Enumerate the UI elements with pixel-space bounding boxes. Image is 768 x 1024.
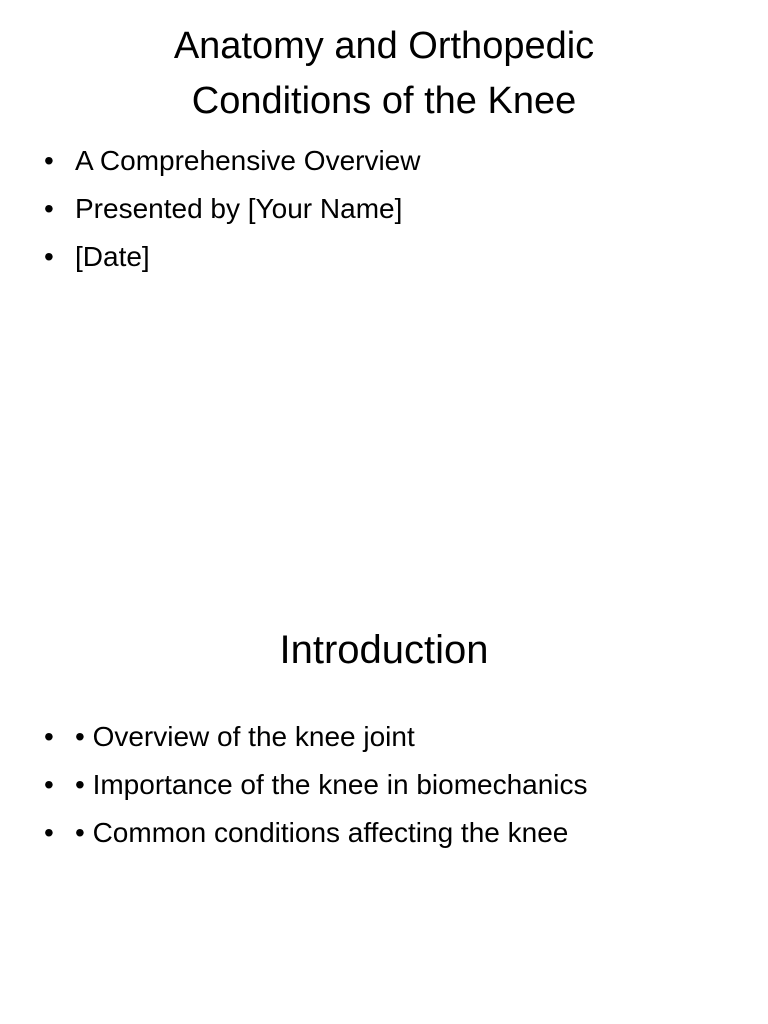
list-item: [44, 234, 420, 282]
slide-title: [0, 19, 768, 129]
bullet-icon: •: [44, 769, 54, 800]
bullet-icon: •: [44, 241, 54, 272]
bullet-icon: •: [44, 721, 54, 752]
bullet-text: • Importance of the knee in biomechanics: [75, 769, 588, 800]
list-item: [44, 714, 588, 762]
list-item: [44, 138, 420, 186]
bullet-text: • Common conditions affecting the knee: [75, 817, 569, 848]
title-line-2: Conditions of the Knee: [191, 80, 577, 122]
list-item: [44, 762, 588, 810]
bullet-icon: •: [44, 817, 54, 848]
bullet-text: Presented by [Your Name]: [75, 193, 403, 224]
list-item: [44, 810, 588, 858]
slide-introduction: [0, 576, 768, 1024]
bullet-text: A Comprehensive Overview: [75, 145, 421, 176]
bullet-list: [44, 714, 588, 858]
bullet-icon: •: [44, 193, 54, 224]
bullet-icon: •: [44, 145, 54, 176]
bullet-text: [Date]: [75, 241, 150, 272]
bullet-list: [44, 138, 420, 282]
list-item: [44, 186, 420, 234]
bullet-text: • Overview of the knee joint: [75, 721, 415, 752]
title-line-1: Anatomy and Orthopedic: [173, 25, 595, 67]
slide-title: Introduction: [279, 628, 489, 672]
